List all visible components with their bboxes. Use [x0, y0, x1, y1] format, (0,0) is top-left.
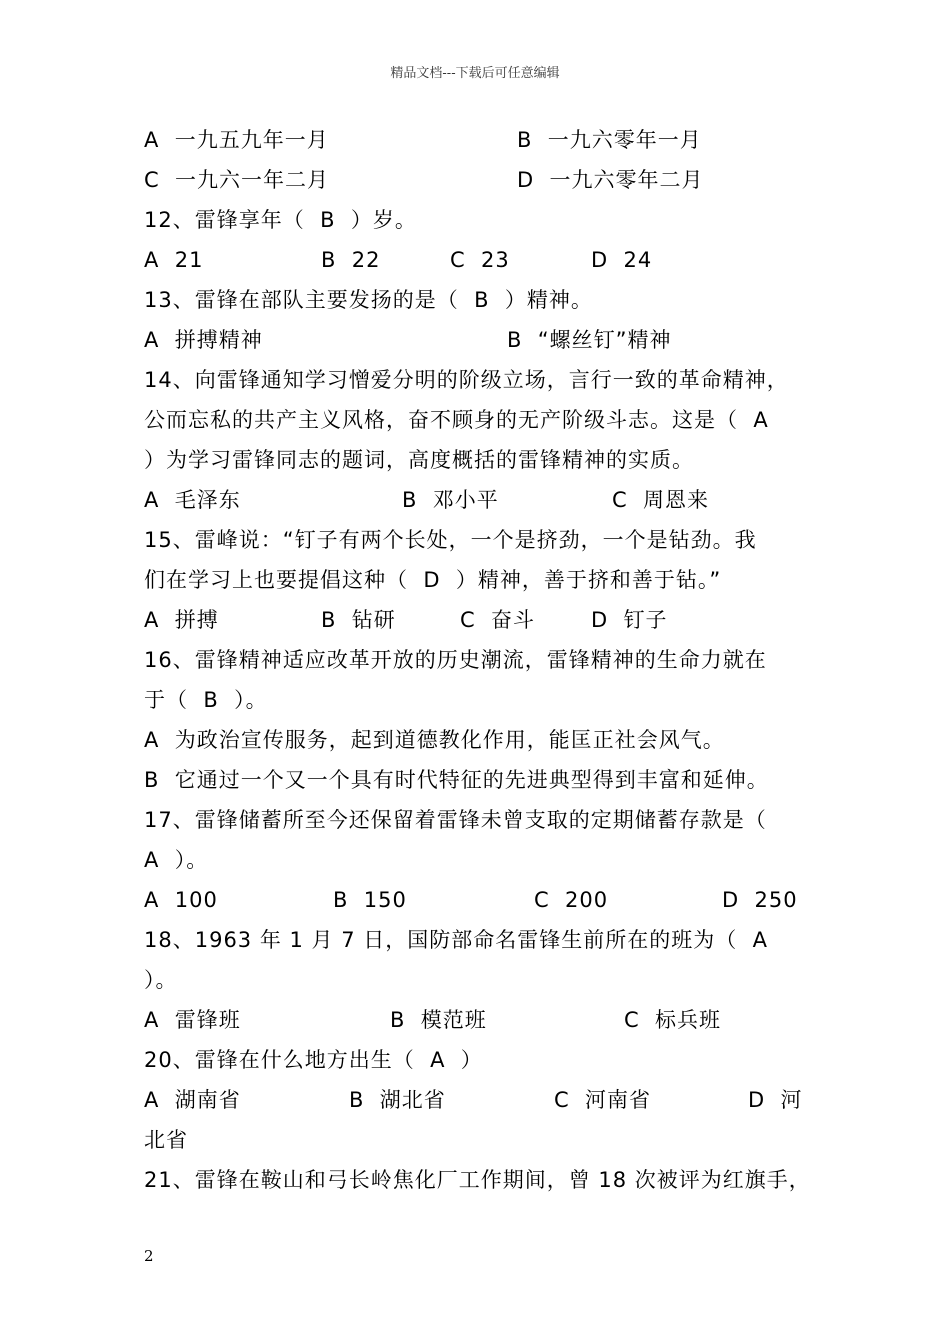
answer-option: C 一九六一年二月 — [144, 168, 330, 192]
text-line: 公而忘私的共产主义风格，奋不顾身的无产阶级斗志。这是（ A — [144, 408, 769, 432]
answer-option: D 一九六零年二月 — [517, 168, 704, 192]
answer-option: A 湖南省 — [144, 1088, 241, 1112]
text-line: 16、雷锋精神适应改革开放的历史潮流，雷锋精神的生命力就在 — [144, 648, 767, 672]
answer-option: A 21 — [144, 248, 204, 272]
text-line: 15、雷峰说：“钉子有两个长处，一个是挤劲，一个是钻劲。我 — [144, 528, 757, 552]
text-line: 们在学习上也要提倡这种（ D ）精神，善于挤和善于钻。” — [144, 568, 722, 592]
text-line: 21、雷锋在鞍山和弓长岭焦化厂工作期间，曾 18 次被评为红旗手， — [144, 1168, 811, 1192]
answer-option: D 250 — [722, 888, 798, 912]
text-line: 14、向雷锋通知学习憎爱分明的阶级立场，言行一致的革命精神， — [144, 368, 789, 392]
answer-option: B 钻研 — [321, 608, 396, 632]
answer-options-row — [144, 160, 824, 200]
answer-option: A 拼搏精神 — [144, 328, 263, 352]
answer-option: C 标兵班 — [624, 1008, 722, 1032]
answer-option: A 雷锋班 — [144, 1008, 241, 1032]
answer-option: B 邓小平 — [402, 488, 499, 512]
answer-option: A 一九五九年一月 — [144, 128, 329, 152]
text-line: 北省 — [144, 1128, 188, 1152]
document-body — [144, 120, 824, 1200]
answer-option: C 200 — [534, 888, 609, 912]
answer-option: B 22 — [321, 248, 381, 272]
answer-options-row — [144, 1080, 824, 1120]
answer-option: B 模范班 — [390, 1008, 487, 1032]
page-number: 2 — [144, 1247, 154, 1265]
answer-option: A 100 — [144, 888, 218, 912]
text-line: 13、雷锋在部队主要发扬的是（ B ）精神。 — [144, 288, 593, 312]
answer-option: B 150 — [333, 888, 407, 912]
text-line: A 为政治宣传服务，起到道德教化作用，能匡正社会风气。 — [144, 728, 725, 752]
answer-option: D 24 — [591, 248, 653, 272]
answer-option: C 奋斗 — [460, 608, 536, 632]
answer-options-row — [144, 480, 824, 520]
answer-option: A 毛泽东 — [144, 488, 241, 512]
answer-options-row — [144, 240, 824, 280]
answer-option: B 湖北省 — [349, 1088, 446, 1112]
text-line: 20、雷锋在什么地方出生（ A ） — [144, 1048, 483, 1072]
page-header: 精品文档---下载后可任意编辑 — [390, 66, 560, 81]
answer-option: C 周恩来 — [612, 488, 710, 512]
answer-options-row — [144, 120, 824, 160]
answer-options-row — [144, 1000, 824, 1040]
answer-option: C 河南省 — [554, 1088, 652, 1112]
text-line: 18、1963 年 1 月 7 日，国防部命名雷锋生前所在的班为（ A — [144, 928, 768, 952]
text-line: 17、雷锋储蓄所至今还保留着雷锋未曾支取的定期储蓄存款是（ — [144, 808, 767, 832]
answer-option: D 钉子 — [591, 608, 668, 632]
text-line: 12、雷锋享年（ B ）岁。 — [144, 208, 417, 232]
answer-options-row — [144, 880, 824, 920]
answer-option: B “螺丝钉”精神 — [507, 328, 672, 352]
answer-option: A 拼搏 — [144, 608, 219, 632]
text-line: ）。 — [144, 968, 178, 992]
text-line: 于（ B ）。 — [144, 688, 268, 712]
answer-option: B 一九六零年一月 — [517, 128, 702, 152]
text-line: ）为学习雷锋同志的题词，高度概括的雷锋精神的实质。 — [144, 448, 694, 472]
answer-option: D 河 — [748, 1088, 803, 1112]
text-line: B 它通过一个又一个具有时代特征的先进典型得到丰富和延伸。 — [144, 768, 769, 792]
answer-options-row — [144, 600, 824, 640]
text-line: A ）。 — [144, 848, 209, 872]
answer-options-row — [144, 320, 824, 360]
answer-option: C 23 — [450, 248, 510, 272]
